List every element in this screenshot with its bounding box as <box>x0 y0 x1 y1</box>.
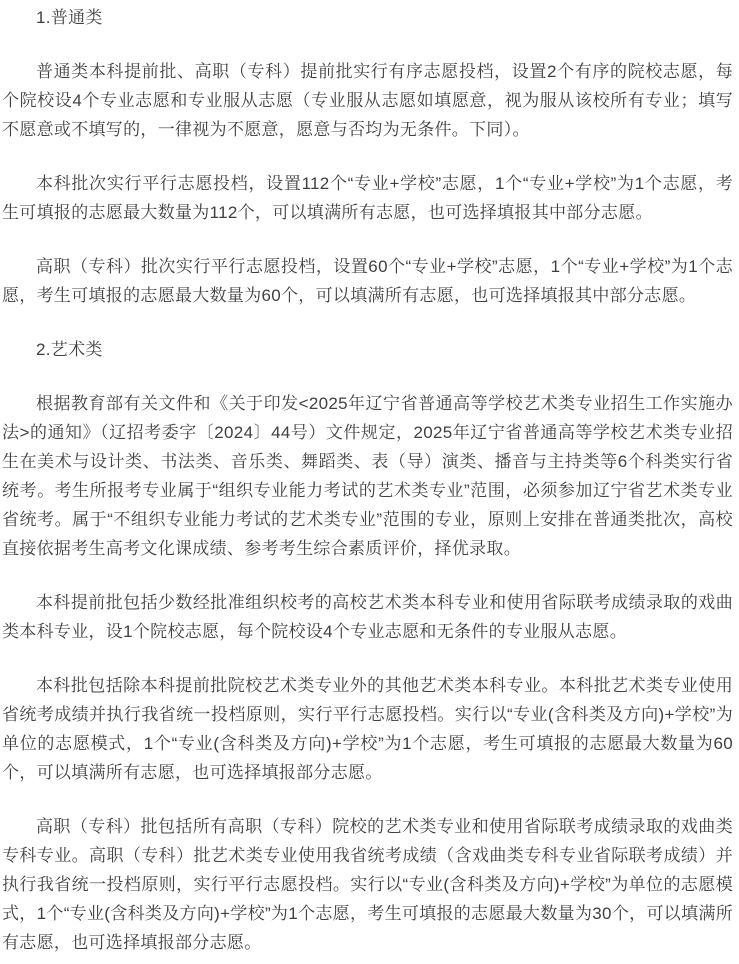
section-heading-ordinary-category: 1.普通类 <box>36 8 103 27</box>
article-body <box>2 3 733 957</box>
paragraph-art-vocational-batch: 高职（专科）批包括所有高职（专科）院校的艺术类专业和使用省际联考成绩录取的戏曲类专科专业。高职（专科）批艺术类专业使用我省统考成绩（含戏曲类专科专业省际联考成绩）并执行我省统一投档原则，实行平行志愿投档。实行以“专业(含科类及方向)+学校”为单位的志愿模式，1个“专业(含科类及方向)+学校”为1个志愿，考生可填报的志愿最大数量为30个，可以填满所有志愿，也可选择填报部分志愿。 <box>2 817 733 952</box>
section-heading-art-category: 2.艺术类 <box>36 340 103 359</box>
paragraph-ordinary-advance-batch: 普通类本科提前批、高职（专科）提前批实行有序志愿投档，设置2个有序的院校志愿，每个院校设4个专业志愿和专业服从志愿（专业服从志愿如填愿意，视为服从该校所有专业；填写不愿意或不填写的，一律视为不愿意，愿意与否均为无条件。下同）。 <box>2 62 733 139</box>
paragraph-undergraduate-batch: 本科批次实行平行志愿投档，设置112个“专业+学校”志愿，1个“专业+学校”为1个志愿，考生可填报的志愿最大数量为112个，可以填满所有志愿，也可选择填报其中部分志愿。 <box>2 174 733 222</box>
paragraph-vocational-batch: 高职（专科）批次实行平行志愿投档，设置60个“专业+学校”志愿，1个“专业+学校”为1个志愿，考生可填报的志愿最大数量为60个，可以填满所有志愿，也可选择填报其中部分志愿。 <box>2 257 733 305</box>
paragraph-art-policy-basis: 根据教育部有关文件和《关于印发<2025年辽宁省普通高等学校艺术类专业招生工作实施办法>的通知》（辽招考委字〔2024〕44号）文件规定，2025年辽宁省普通高等学校艺术类专业招生在美术与设计类、书法类、音乐类、舞蹈类、表（导）演类、播音与主持类等6个科类实行省统考。考生所报考专业属于“组织专业能力考试的艺术类专业”范围，必须参加辽宁省艺术类专业省统考。属于“不组织专业能力考试的艺术类专业”范围的专业，原则上安排在普通类批次，高校直接依据考生高考文化课成绩、参考考生综合素质评价，择优录取。 <box>2 394 733 558</box>
paragraph-art-undergraduate-advance-batch: 本科提前批包括少数经批准组织校考的高校艺术类本科专业和使用省际联考成绩录取的戏曲类本科专业，设1个院校志愿，每个院校设4个专业志愿和无条件的专业服从志愿。 <box>2 593 733 641</box>
paragraph-art-undergraduate-batch: 本科批包括除本科提前批院校艺术类专业外的其他艺术类本科专业。本科批艺术类专业使用省统考成绩并执行我省统一投档原则，实行平行志愿投档。实行以“专业(含科类及方向)+学校”为单位的志愿模式，1个“专业(含科类及方向)+学校”为1个志愿，考生可填报的志愿最大数量为60个，可以填满所有志愿，也可选择填报部分志愿。 <box>2 676 733 782</box>
